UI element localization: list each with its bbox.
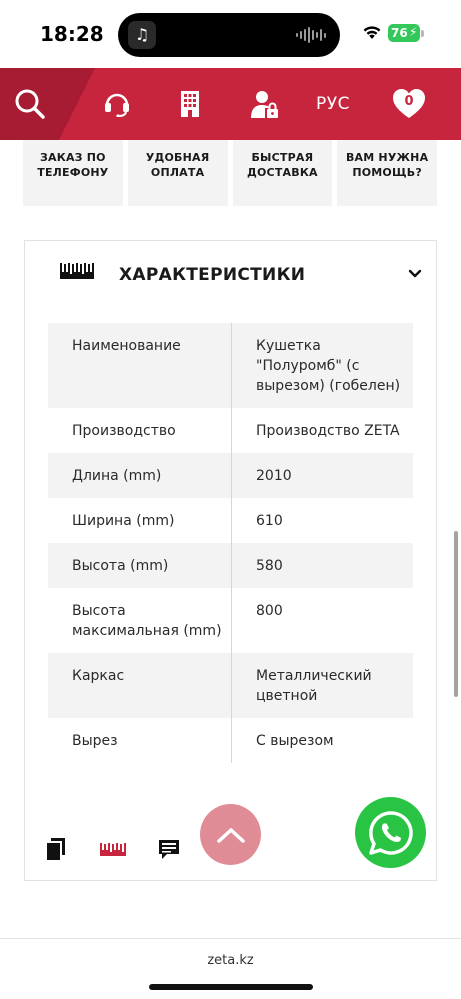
page-scrollbar[interactable] [454, 531, 458, 697]
spec-label: Каркас [48, 653, 232, 718]
spec-value: 2010 [256, 468, 292, 484]
feature-tiles [23, 140, 437, 206]
favorites-button[interactable] [391, 68, 427, 140]
spec-label: Производство [48, 408, 232, 453]
table-row [48, 408, 413, 453]
table-row [48, 588, 413, 653]
whatsapp-icon [368, 810, 414, 856]
characteristics-header[interactable] [25, 241, 436, 309]
feature-label: ЗАКАЗ ПО ТЕЛЕФОНУ [37, 151, 109, 179]
feature-label: ВАМ НУЖНА ПОМОЩЬ? [345, 151, 429, 179]
support-button[interactable] [99, 68, 135, 140]
status-bar [0, 0, 461, 68]
comment-icon[interactable] [159, 840, 179, 860]
spec-table [48, 323, 413, 763]
spec-label: Высота (mm) [48, 543, 232, 588]
spec-value: 580 [256, 558, 283, 574]
table-row [48, 323, 413, 408]
feature-label: УДОБНАЯ ОПЛАТА [145, 151, 210, 179]
table-row [48, 453, 413, 498]
wifi-icon [362, 24, 382, 40]
spec-label: Высота максимальная (mm) [48, 588, 232, 653]
music-app-icon[interactable]: ♫ [128, 21, 156, 49]
charging-bolt-icon: ⚡ [409, 25, 418, 39]
spec-value: 610 [256, 513, 283, 529]
table-row [48, 653, 413, 718]
table-row [48, 718, 413, 763]
search-icon [14, 88, 46, 120]
spec-value: С вырезом [256, 733, 334, 749]
spec-label: Длина (mm) [48, 453, 232, 498]
feature-tile-payment[interactable] [128, 140, 228, 206]
footer-divider [0, 938, 461, 939]
home-indicator[interactable] [149, 984, 313, 990]
headset-icon [103, 91, 131, 117]
status-time: 18:28 [40, 22, 104, 46]
scroll-to-top-button[interactable] [200, 804, 261, 865]
search-button[interactable] [8, 68, 52, 140]
spec-value: Металлический цветной [256, 668, 372, 704]
battery-tip [421, 30, 424, 37]
feature-label: БЫСТРАЯ ДОСТАВКА [247, 151, 318, 179]
feature-tile-delivery[interactable] [233, 140, 333, 206]
dynamic-island[interactable] [118, 13, 340, 57]
chevron-down-icon[interactable] [408, 269, 422, 279]
building-icon [179, 90, 201, 118]
copy-icon[interactable] [47, 838, 65, 860]
spec-label: Наименование [48, 323, 232, 408]
audio-wave-icon [296, 26, 326, 44]
table-row [48, 498, 413, 543]
spec-value: 800 [256, 603, 283, 619]
characteristics-panel [24, 240, 437, 881]
account-button[interactable] [248, 68, 282, 140]
spec-value: Производство ZETA [256, 423, 400, 439]
spec-label: Ширина (mm) [48, 498, 232, 543]
spec-label: Вырез [48, 718, 232, 763]
feature-tile-phone-order[interactable] [23, 140, 123, 206]
site-url[interactable]: zeta.kz [207, 953, 254, 968]
characteristics-title: ХАРАКТЕРИСТИКИ [119, 265, 306, 285]
ruler-icon [60, 263, 94, 281]
language-switch[interactable]: РУС [316, 94, 350, 114]
battery-level: 76 [391, 26, 408, 40]
whatsapp-button[interactable] [355, 797, 426, 868]
user-lock-icon [250, 89, 280, 119]
company-button[interactable] [176, 68, 204, 140]
table-row [48, 543, 413, 588]
arrow-up-icon [216, 826, 246, 844]
favorites-heart [392, 88, 426, 120]
favorites-count: 0 [404, 94, 414, 109]
feature-tile-help[interactable] [337, 140, 437, 206]
spec-value: Кушетка "Полуромб" (с вырезом) (гобелен) [256, 338, 401, 394]
ruler-icon[interactable] [100, 843, 126, 857]
main-navbar [0, 68, 461, 140]
